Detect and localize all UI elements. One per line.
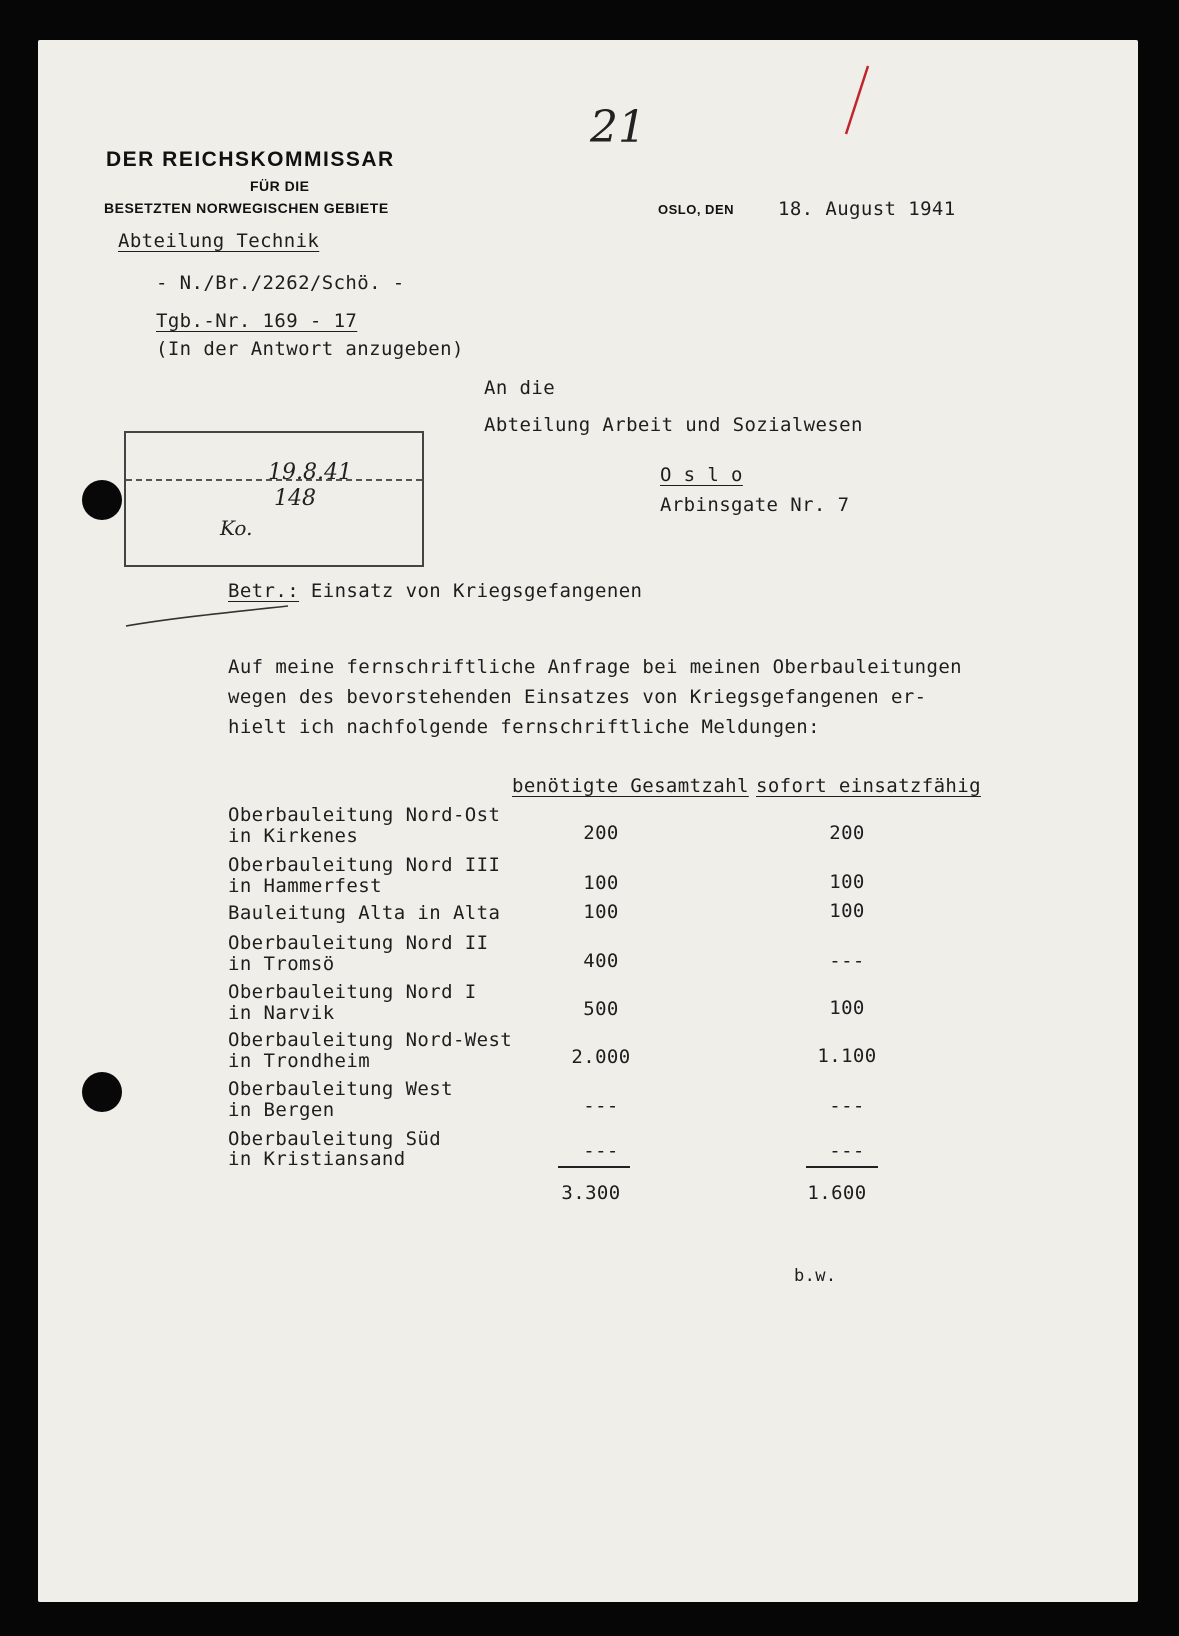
row-ready: --- [829,1140,865,1162]
row-name2: in Kristiansand [228,1148,406,1170]
row-ready: --- [829,950,865,972]
sum-total: 3.300 [561,1182,621,1204]
row-name1: Oberbauleitung Nord I [228,981,477,1003]
journal-number: Tgb.-Nr. 169 - 17 [156,310,358,332]
reply-note: (In der Antwort anzugeben) [156,338,464,360]
row-name1: Oberbauleitung Nord-West [228,1029,513,1051]
letter-date: 18. August 1941 [778,198,956,220]
department-name-text: Abteilung Technik [118,230,320,252]
recipient-city: O s l o [660,464,743,486]
stamp-number: 148 [274,486,316,511]
sum-rule-total [558,1166,630,1168]
row-ready: 100 [829,900,865,922]
reference-number: - N./Br./2262/Schö. - [156,272,405,294]
row-name1: Oberbauleitung Nord-Ost [228,804,501,826]
header-ready: sofort einsatzfähig [756,775,981,797]
subject-label: Betr.: [228,580,300,602]
stamp-initials: Ko. [220,516,253,540]
subject-text: Einsatz von Kriegsgefangenen [310,580,643,602]
row-ready: 200 [829,822,865,844]
row-ready: --- [829,1095,865,1117]
row-name1: Oberbauleitung Nord III [228,854,501,876]
row-name1: Oberbauleitung Nord II [228,932,489,954]
subject-line [228,580,642,602]
row-total: 500 [583,998,619,1020]
row-name1: Oberbauleitung West [228,1078,453,1100]
stamp-date: 19.8.41 [268,460,352,485]
row-ready: 100 [829,871,865,893]
row-ready: 1.100 [817,1045,877,1067]
row-total: --- [583,1095,619,1117]
place-label: OSLO, DEN [658,202,735,217]
row-total: 400 [583,950,619,972]
subject-pen-stroke [122,602,292,632]
row-name2: in Kirkenes [228,825,359,847]
header-total: benötigte Gesamtzahl [512,775,749,797]
row-total: 200 [583,822,619,844]
row-total: 2.000 [571,1046,631,1068]
department-name [118,230,319,252]
row-ready: 100 [829,997,865,1019]
document-page [38,40,1138,1602]
row-name2: in Narvik [228,1002,335,1024]
body-line1: Auf meine fernschriftliche Anfrage bei meinen Oberbauleitungen [228,656,963,678]
row-name1: Oberbauleitung Süd [228,1128,442,1150]
recipient-line2: Abteilung Arbeit und Sozialwesen [484,414,863,436]
punch-hole-bottom [82,1072,122,1112]
letterhead-line3: BESETZTEN NORWEGISCHEN GEBIETE [104,200,389,216]
page-number-handwritten: 21 [590,102,646,153]
punch-hole-top [82,480,122,520]
letterhead-line2: FÜR DIE [250,178,310,194]
body-line3: hielt ich nachfolgende fernschriftliche Meldungen: [228,716,820,738]
check-mark-icon [840,62,880,142]
sum-ready: 1.600 [807,1182,867,1204]
row-name2: in Tromsö [228,953,335,975]
row-name2: in Trondheim [228,1050,371,1072]
row-name2: in Bergen [228,1099,335,1121]
recipient-line1: An die [484,377,556,399]
row-name2: in Hammerfest [228,875,382,897]
letterhead-title: DER REICHSKOMMISSAR [106,148,395,171]
body-line2: wegen des bevorstehenden Einsatzes von Kriegsgefangenen er- [228,686,927,708]
row-name1: Bauleitung Alta in Alta [228,902,501,924]
recipient-street: Arbinsgate Nr. 7 [660,494,850,516]
row-total: 100 [583,901,619,923]
sum-rule-ready [806,1166,878,1168]
row-total: --- [583,1140,619,1162]
turn-over-note: b.w. [794,1266,837,1286]
row-total: 100 [583,872,619,894]
